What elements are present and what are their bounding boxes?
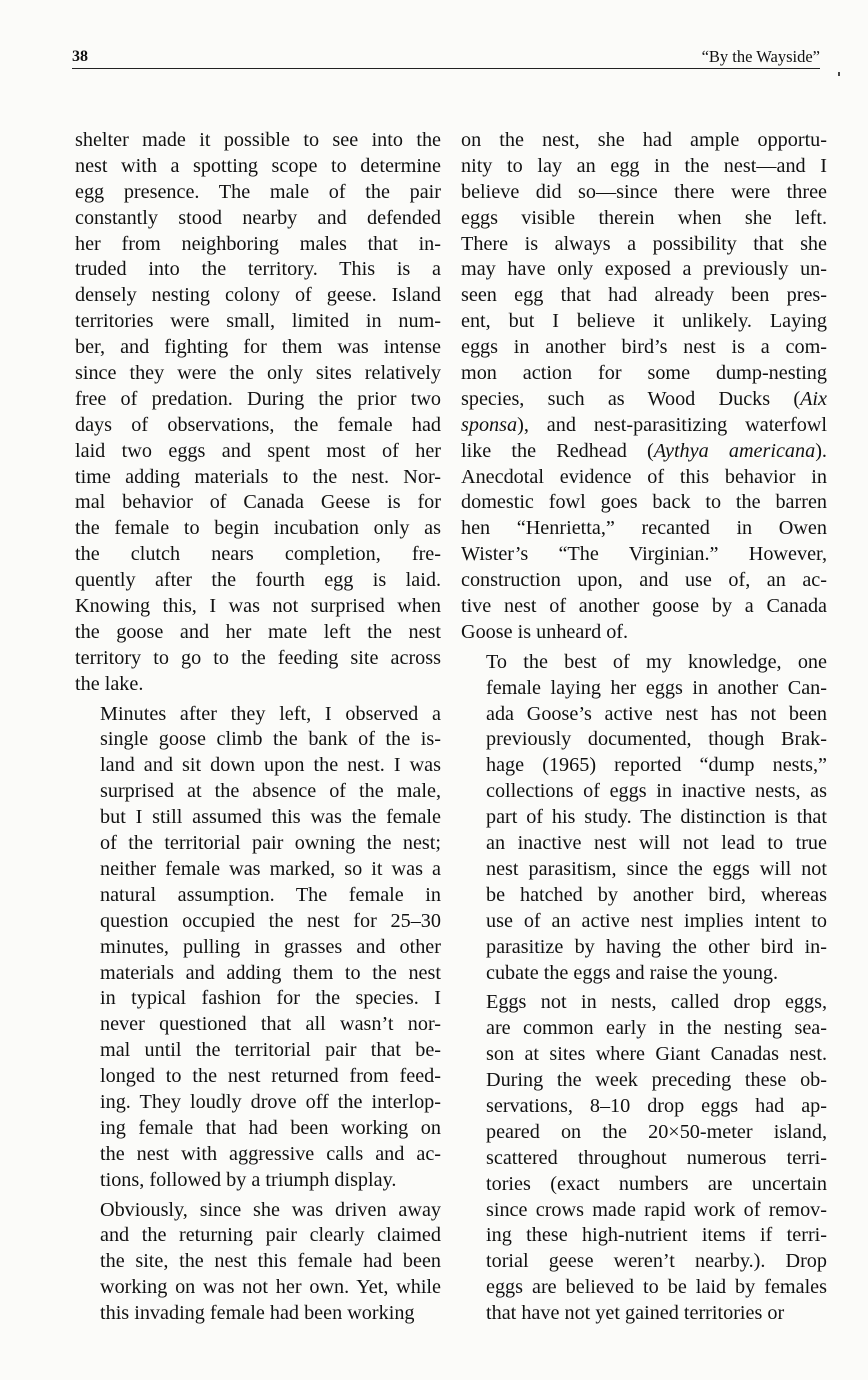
text-line: mal until the territorial pair that be- [100, 1039, 441, 1062]
text-line: To the best of my knowledge, one [486, 650, 827, 673]
text-line: nity to lay an egg in the nest—and I [461, 154, 827, 177]
text-line: scattered throughout numerous terri- [486, 1146, 827, 1169]
text-line: female laying her eggs in another Can- [486, 676, 827, 699]
text-line: the goose and her mate left the nest [75, 620, 441, 643]
text-line: Eggs not in nests, called drop eggs, [486, 991, 827, 1014]
text-line: the lake. [75, 672, 144, 695]
text-line: parasitize by having the other bird in- [486, 935, 827, 958]
right-column [461, 128, 827, 1327]
text-line: ada Goose’s active nest has not been [486, 702, 827, 725]
text-line: mon action for some dump-nesting [461, 362, 827, 385]
text-line: Knowing this, I was not surprised when [75, 595, 441, 618]
text-line: egg presence. The male of the pair [75, 180, 441, 203]
left-column [75, 128, 441, 1327]
text-line: and the returning pair clearly claimed [100, 1224, 441, 1247]
text-line: There is always a possibility that she [461, 232, 827, 255]
text-line: Obviously, since she was driven away [100, 1198, 441, 1221]
text-line: tories (exact numbers are uncertain [486, 1172, 827, 1195]
text-line: the clutch nears completion, fre- [75, 543, 441, 566]
text-line: this invading female had been working [100, 1302, 415, 1325]
text-line: densely nesting colony of geese. Island [75, 284, 441, 307]
text-line: since crows made rapid work of remov- [486, 1198, 827, 1221]
text-line: Goose is unheard of. [461, 620, 629, 643]
text-line: tive nest of another goose by a Canada [461, 595, 827, 618]
text-line: territory to go to the feeding site across [75, 646, 441, 669]
text-line: longed to the nest returned from feed- [100, 1065, 441, 1088]
text-line: part of his study. The distinction is that [486, 806, 827, 829]
text-line: Wister’s “The Virginian.” However, [461, 543, 827, 566]
paragraph [461, 990, 827, 1327]
text-line: in typical fashion for the species. I [100, 987, 441, 1010]
running-header [72, 46, 820, 69]
paragraph [75, 702, 441, 1194]
text-line: tions, followed by a triumph display. [100, 1168, 397, 1191]
text-line: the female to begin incubation only as [75, 517, 441, 540]
text-line: ing. They loudly drove off the interlop- [100, 1090, 441, 1113]
text-line: peared on the 20×50-meter island, [486, 1120, 827, 1143]
text-line: never questioned that all wasn’t nor- [100, 1013, 441, 1036]
paragraph [75, 1198, 441, 1327]
text-line: torial geese weren’t nearby.). Drop [486, 1250, 827, 1273]
text-line: territories were small, limited in num- [75, 310, 441, 333]
text-line: domestic fowl goes back to the barren [461, 491, 827, 514]
text-line: an inactive nest will not lead to true [486, 832, 827, 855]
text-line: eggs are believed to be laid by females [486, 1276, 827, 1299]
scan-mark [838, 72, 840, 76]
text-line: son at sites where Giant Canadas nest. [486, 1043, 827, 1066]
text-line: minutes, pulling in grasses and other [100, 935, 441, 958]
text-line: ent, but I believe it unlikely. Laying [461, 310, 827, 333]
text-line: hen “Henrietta,” recanted in Owen [461, 517, 827, 540]
text-line: are common early in the nesting sea- [486, 1017, 827, 1040]
text-line: servations, 8–10 drop eggs had ap- [486, 1094, 827, 1117]
text-line: quently after the fourth egg is laid. [75, 569, 441, 592]
text-line: on the nest, she had ample opportu- [461, 129, 827, 151]
text-line: the site, the nest this female had been [100, 1250, 441, 1273]
text-line: constantly stood nearby and defended [75, 206, 441, 229]
paragraph [461, 650, 827, 987]
text-line: truded into the territory. This is a [75, 258, 441, 281]
text-line: be hatched by another bird, whereas [486, 883, 827, 906]
paragraph [75, 128, 441, 698]
text-line: use of an active nest implies intent to [486, 909, 827, 932]
text-line: may have only exposed a previously un- [461, 258, 827, 281]
text-line: nest with a spotting scope to determine [75, 154, 441, 177]
text-line: Anecdotal evidence of this behavior in [461, 465, 827, 488]
species-name: Aythya americana [653, 439, 816, 462]
text-line: land and sit down upon the nest. I was [100, 754, 441, 777]
text-line: mal behavior of Canada Geese is for [75, 491, 441, 514]
text-line: days of observations, the female had [75, 413, 441, 436]
species-name: Aix [800, 387, 827, 410]
text-line: time adding materials to the nest. Nor- [75, 465, 441, 488]
text-line: surprised at the absence of the male, [100, 780, 441, 803]
text-line: Minutes after they left, I observed a [100, 702, 441, 725]
text-line: species, such as Wood Ducks (Aix [461, 387, 827, 410]
text-line: eggs visible therein when she left. [461, 206, 827, 229]
text-line: laid two eggs and spent most of her [75, 439, 441, 462]
text-line: believe did so—since there were three [461, 180, 827, 203]
text-line: During the week preceding these ob- [486, 1069, 827, 1092]
text-line: collections of eggs in inactive nests, as [486, 780, 827, 803]
text-line: that have not yet gained territories or [486, 1302, 785, 1325]
text-line: nest parasitism, since the eggs will not [486, 857, 827, 880]
text-line: ber, and fighting for them was intense [75, 336, 441, 359]
text-line: single goose climb the bank of the is- [100, 728, 441, 751]
text-line: eggs in another bird’s nest is a com- [461, 336, 827, 359]
paragraph [461, 128, 827, 646]
text-line: seen egg that had already been pres- [461, 284, 827, 307]
text-line: free of predation. During the prior two [75, 387, 441, 410]
text-line: working on was not her own. Yet, while [100, 1276, 441, 1299]
text-line: the nest with aggressive calls and ac- [100, 1142, 441, 1165]
page-number: 38 [72, 48, 88, 65]
text-line: but I still assumed this was the female [100, 806, 441, 829]
text-line: of the territorial pair owning the nest; [100, 832, 441, 855]
text-line: like the Redhead (Aythya americana). [461, 439, 827, 462]
text-line: sponsa), and nest-parasitizing waterfowl [461, 413, 827, 436]
text-line: question occupied the nest for 25–30 [100, 909, 441, 932]
text-line: hage (1965) reported “dump nests,” [486, 754, 827, 777]
text-line: previously documented, though Brak- [486, 728, 827, 751]
text-line: ing these high-nutrient items if terri- [486, 1224, 827, 1247]
text-line: materials and adding them to the nest [100, 961, 441, 984]
species-name: sponsa [461, 413, 518, 436]
text-line: shelter made it possible to see into the [75, 129, 441, 151]
text-line: cubate the eggs and raise the young. [486, 961, 779, 984]
text-line: natural assumption. The female in [100, 883, 441, 906]
text-line: her from neighboring males that in- [75, 232, 441, 255]
text-line: since they were the only sites relatively [75, 362, 441, 385]
text-line: neither female was marked, so it was a [100, 857, 441, 880]
text-line: ing female that had been working on [100, 1116, 441, 1139]
text-line: construction upon, and use of, an ac- [461, 569, 827, 592]
running-title: “By the Wayside” [701, 47, 820, 66]
